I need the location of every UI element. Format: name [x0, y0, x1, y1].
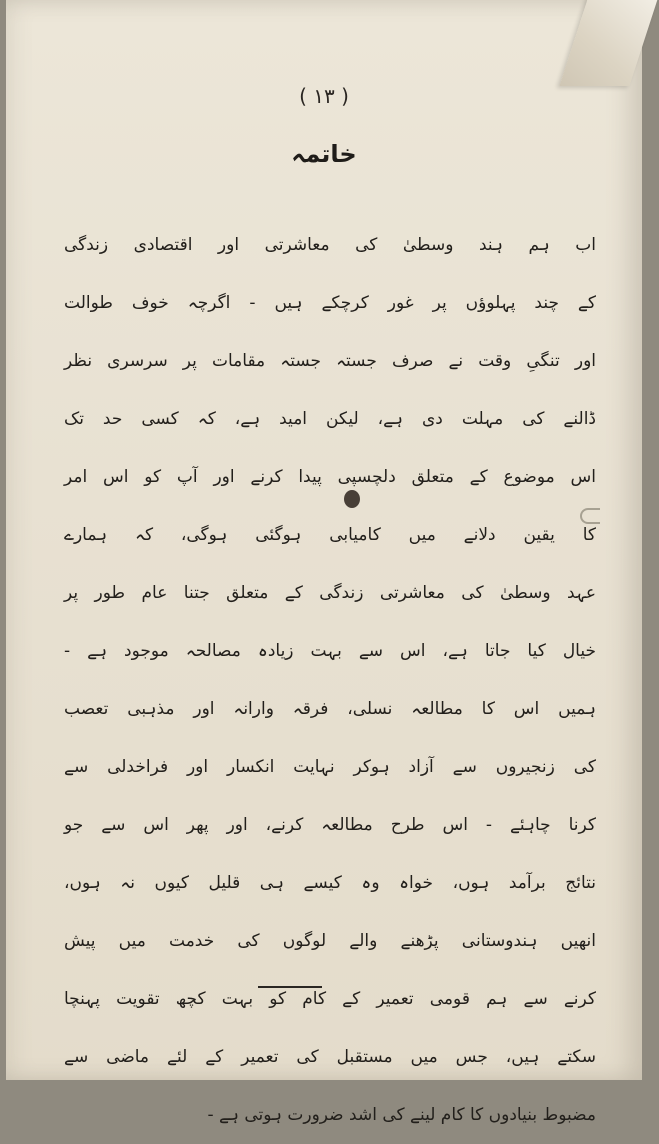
text-line: نتائج برآمد ہوں، خواہ وہ کیسے ہی قلیل کیوں نہ ہوں، — [64, 873, 596, 893]
text-line: کا یقین دلانے میں کامیابی ہوگئی ہوگی، کہ ہمارے — [64, 525, 596, 545]
chapter-heading: خاتمہ — [291, 140, 357, 168]
text-line: کرنا چاہئے - اس طرح مطالعہ کرنے، اور پھر اس سے جو — [64, 815, 596, 835]
margin-mark — [580, 508, 600, 524]
text-line: کرنے سے ہم قومی تعمیر کے کام کو بہت کچھ تقویت پہنچا — [64, 989, 596, 1009]
text-line: اور تنگیِ وقت نے صرف جستہ جستہ مقامات پر سرسری نظر — [64, 351, 596, 371]
ink-blot — [344, 490, 360, 508]
folded-page-corner — [559, 0, 658, 86]
text-line: خیال کیا جاتا ہے، اس سے بہت زیادہ مصالحہ موجود ہے - — [64, 641, 596, 661]
text-line: ہمیں اس کا مطالعہ نسلی، فرقہ وارانہ اور مذہبی تعصب — [64, 699, 596, 719]
text-line: اب ہم ہند وسطیٰ کی معاشرتی اور اقتصادی زندگی — [64, 235, 596, 255]
text-line: اس موضوع کے متعلق دلچسپی پیدا کرنے اور آپ کو اس امر — [64, 467, 596, 487]
text-line: کی زنجیروں سے آزاد ہوکر نہایت انکسار اور فراخدلی سے — [64, 757, 596, 777]
text-line: عہد وسطیٰ کی معاشرتی زندگی کے متعلق جتنا عام طور پر — [64, 583, 596, 603]
book-page — [6, 0, 642, 1125]
text-line: کے چند پہلوؤں پر غور کرچکے ہیں - اگرچہ خوف طوالت — [64, 293, 596, 313]
page-number: ( ۱۳ ) — [299, 84, 349, 108]
text-line: سکتے ہیں، جس میں مستقبل کی تعمیر کے لئے ماضی سے — [64, 1047, 596, 1067]
end-rule — [258, 986, 322, 988]
text-line: مضبوط بنیادوں کا کام لینے کی اشد ضرورت ہوتی ہے - — [207, 1105, 596, 1125]
body-text — [64, 216, 596, 1144]
text-line: انھیں ہندوستانی پڑھنے والے لوگوں کی خدمت میں پیش — [64, 931, 596, 951]
text-line: ڈالنے کی مہلت دی ہے، لیکن امید ہے، کہ کسی حد تک — [64, 409, 596, 429]
